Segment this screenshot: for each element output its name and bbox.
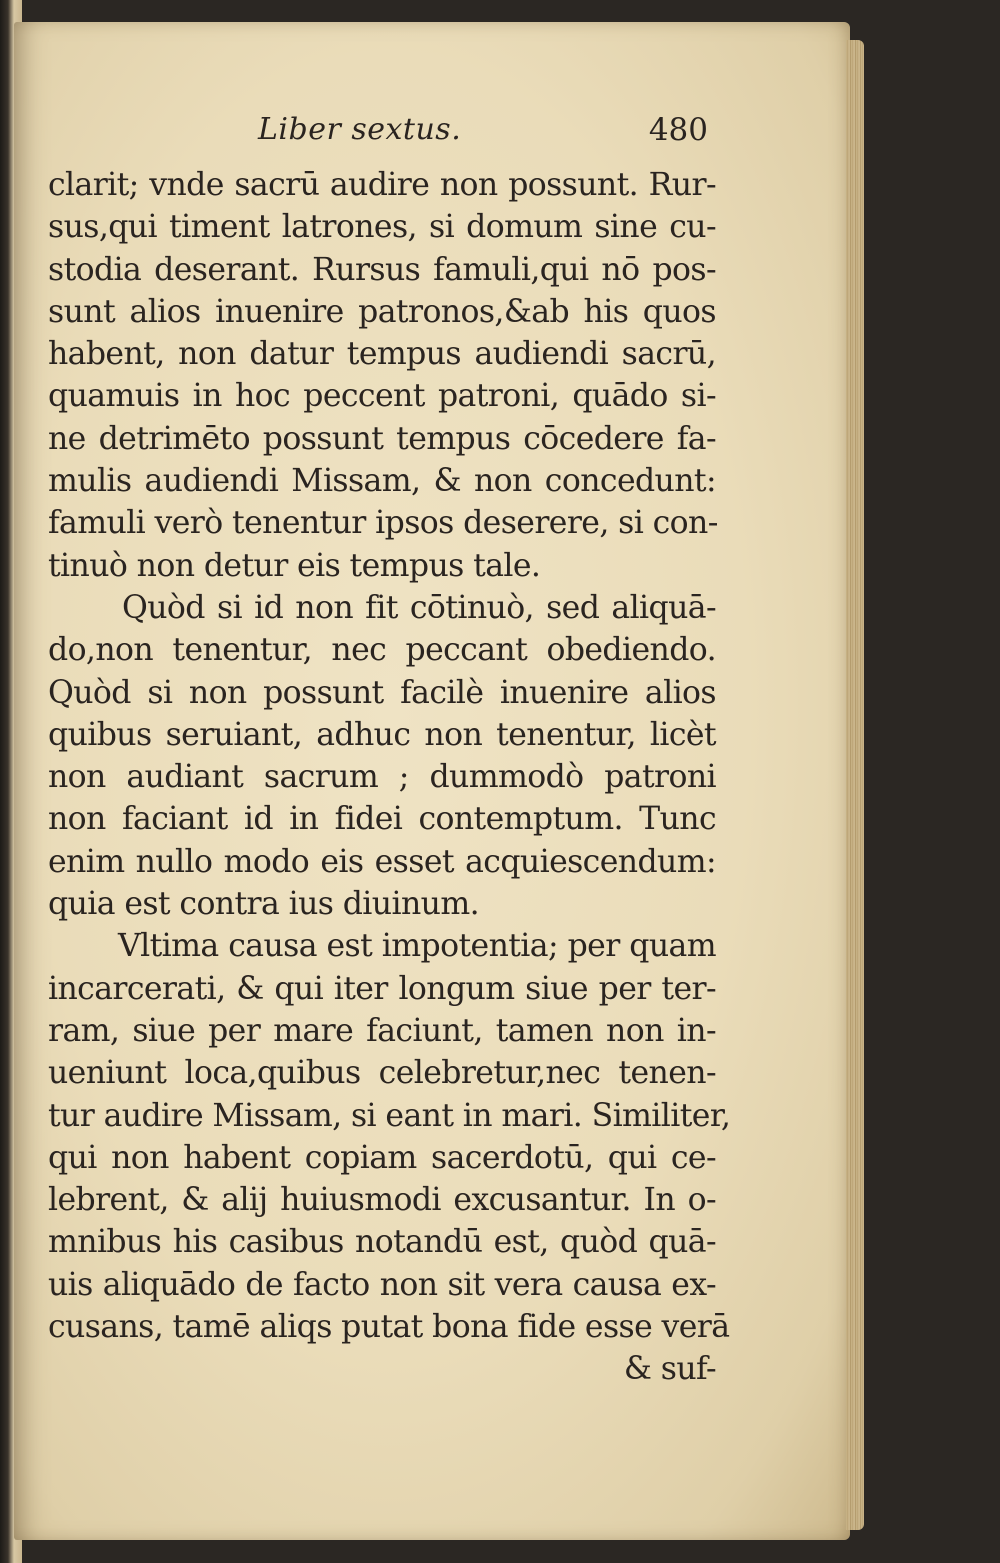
- text-line: sus,qui timent latrones, si domum sine cu-: [48, 209, 716, 246]
- text-line: quia est contra ius diuinum.: [48, 886, 479, 923]
- text-line: Quòd si non possunt facilè inuenire alios: [48, 674, 716, 711]
- text-line: cusans, tamē aliqs putat bona fide esse verā: [48, 1309, 730, 1346]
- text-line: non faciant id in fidei contemptum. Tunc: [48, 801, 716, 838]
- text-line: ueniunt loca,quibus celebretur,nec tenen-: [48, 1055, 716, 1092]
- paragraph-start-line: Vltima causa est impotentia; per quam: [118, 928, 716, 965]
- text-line: incarcerati, & qui iter longum siue per ter-: [48, 970, 716, 1007]
- text-line: do,non tenentur, nec peccant obediendo.: [48, 632, 716, 669]
- text-line: habent, non datur tempus audiendi sacrū,: [48, 336, 716, 373]
- running-head: Liber sextus.: [258, 112, 462, 147]
- text-line: mulis audiendi Missam, & non concedunt:: [48, 463, 716, 500]
- text-line: stodia deserant. Rursus famuli,qui nō pos-: [48, 251, 716, 288]
- folio-number: 480: [648, 112, 708, 148]
- text-line: famuli verò tenentur ipsos deserere, si con-: [48, 505, 718, 542]
- text-block: [48, 112, 731, 1391]
- text-line: ne detrimēto possunt tempus cōcedere fa-: [48, 420, 716, 457]
- text-line: quibus seruiant, adhuc non tenentur, licèt: [48, 716, 716, 753]
- text-line: ram, siue per mare faciunt, tamen non in-: [48, 1012, 716, 1049]
- text-line: non audiant sacrum ; dummodò patroni: [48, 759, 716, 796]
- text-line: quamuis in hoc peccent patroni, quādo si-: [48, 378, 716, 415]
- text-line: tur audire Missam, si eant in mari. Similiter,: [48, 1097, 731, 1134]
- text-line: mnibus his casibus notandū est, quòd quā-: [48, 1224, 716, 1261]
- page-fore-edge: [846, 40, 864, 1530]
- text-line: tinuò non detur eis tempus tale.: [48, 547, 541, 584]
- text-line: sunt alios inuenire patronos,&ab his quos: [48, 293, 716, 330]
- text-line: uis aliquādo de facto non sit vera causa ex-: [48, 1266, 716, 1303]
- catchword: & suf-: [623, 1351, 716, 1388]
- paragraph-start-line: Quòd si id non fit cōtinuò, sed aliquā-: [122, 589, 716, 626]
- page-header: [48, 112, 716, 164]
- text-line: enim nullo modo eis esset acquiescendum:: [48, 843, 716, 880]
- text-line: lebrent, & alij huiusmodi excusantur. In o-: [48, 1182, 716, 1219]
- text-line: qui non habent copiam sacerdotū, qui ce-: [48, 1139, 716, 1176]
- text-line: clarit; vnde sacrū audire non possunt. Rur-: [48, 167, 716, 203]
